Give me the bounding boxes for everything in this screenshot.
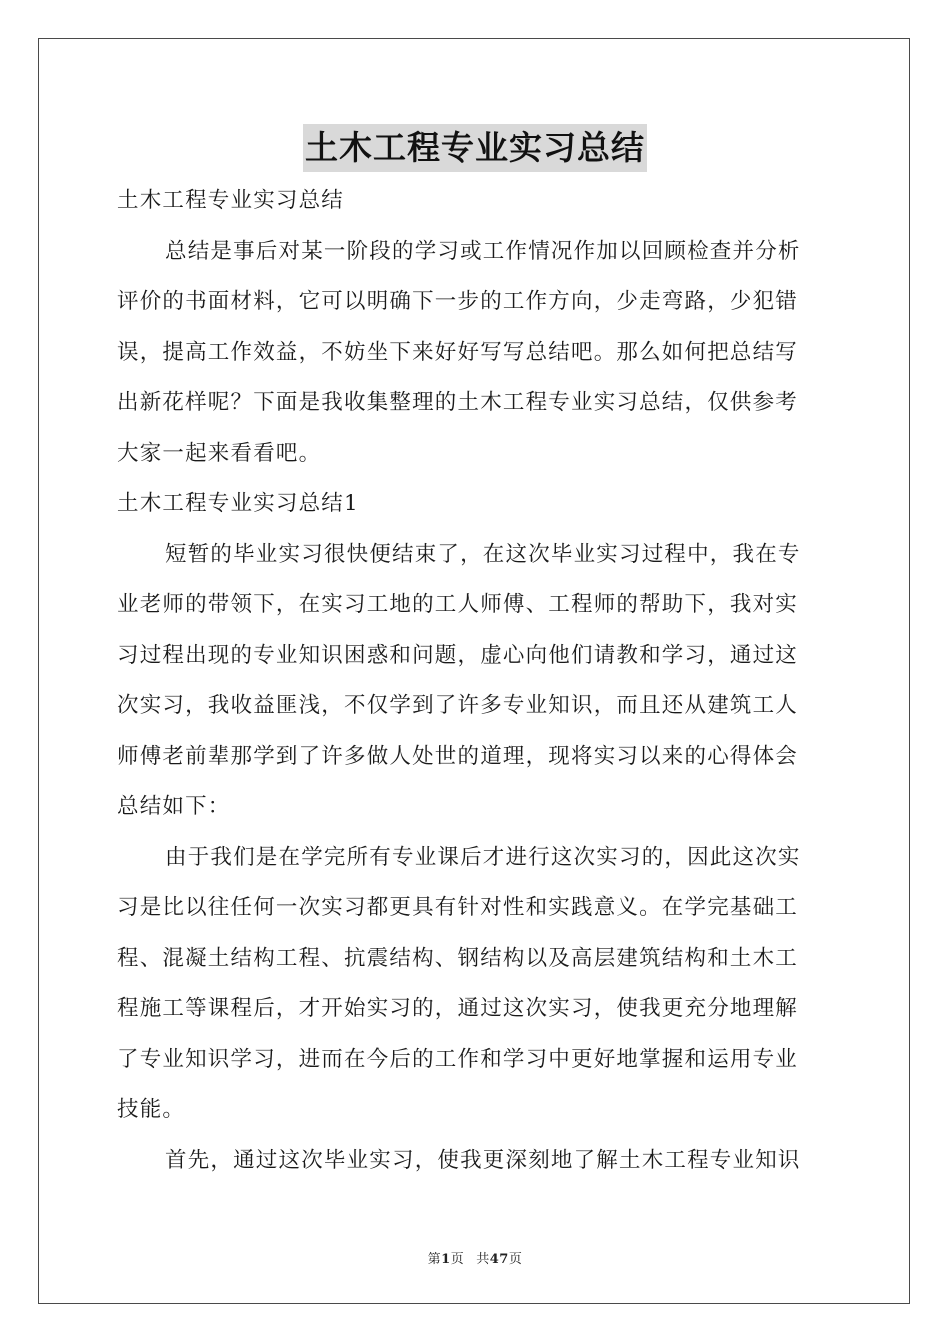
paragraph-line: 总结是事后对某一阶段的学习或工作情况作加以回顾检查并分析: [165, 238, 801, 264]
paragraph-line: 短暂的毕业实习很快便结束了，在这次毕业实习过程中，我在专: [165, 541, 801, 567]
total-pages: 47: [489, 1252, 509, 1267]
paragraph-line: 出新花样呢？下面是我收集整理的土木工程专业实习总结，仅供参考: [117, 390, 799, 415]
title-container: [0, 124, 950, 172]
paragraph-line: 了专业知识学习，进而在今后的工作和学习中更好地掌握和运用专业: [117, 1046, 799, 1072]
section-heading: 土木工程专业实习总结1: [117, 491, 359, 516]
paragraph-line: 评价的书面材料，它可以明确下一步的工作方向，少走弯路，少犯错: [117, 289, 799, 314]
page-number: 1: [441, 1252, 451, 1267]
paragraph-line: 误，提高工作效益，不妨坐下来好好写写总结吧。那么如何把总结写: [117, 339, 799, 365]
paragraph-line: 习是比以往任何一次实习都更具有针对性和实践意义。在学完基础工: [117, 895, 799, 920]
page-suffix: 页: [450, 1252, 465, 1267]
paragraph-line: 师傅老前辈那学到了许多做人处世的道理，现将实习以来的心得体会: [117, 743, 799, 769]
page-prefix: 第: [427, 1252, 442, 1267]
paragraph-line: 由于我们是在学完所有专业课后才进行这次实习的，因此这次实: [165, 844, 801, 870]
total-prefix: 共: [476, 1252, 490, 1267]
paragraph-line: 首先，通过这次毕业实习，使我更深刻地了解土木工程专业知识: [165, 1147, 801, 1173]
paragraph-line: 业老师的带领下，在实习工地的工人师傅、工程师的帮助下，我对实: [117, 592, 799, 617]
paragraph-line: 技能。: [117, 1097, 186, 1122]
page-footer: [0, 1248, 950, 1267]
paragraph-line: 总结如下：: [117, 794, 231, 819]
paragraph-line: 程施工等课程后，才开始实习的，通过这次实习，使我更充分地理解: [117, 996, 799, 1021]
paragraph-line: 大家一起来看看吧。: [117, 440, 322, 466]
paragraph-line: 程、混凝土结构工程、抗震结构、钢结构以及高层建筑结构和土木工: [117, 945, 799, 971]
total-suffix: 页: [508, 1252, 523, 1267]
document-heading: 土木工程专业实习总结: [117, 188, 345, 213]
paragraph-line: 习过程出现的专业知识困惑和问题，虚心向他们请教和学习，通过这: [117, 642, 799, 668]
paragraph-line: 次实习，我收益匪浅，不仅学到了许多专业知识，而且还从建筑工人: [117, 693, 799, 718]
document-body: [117, 176, 833, 1186]
document-title: 土木工程专业实习总结: [303, 124, 647, 172]
